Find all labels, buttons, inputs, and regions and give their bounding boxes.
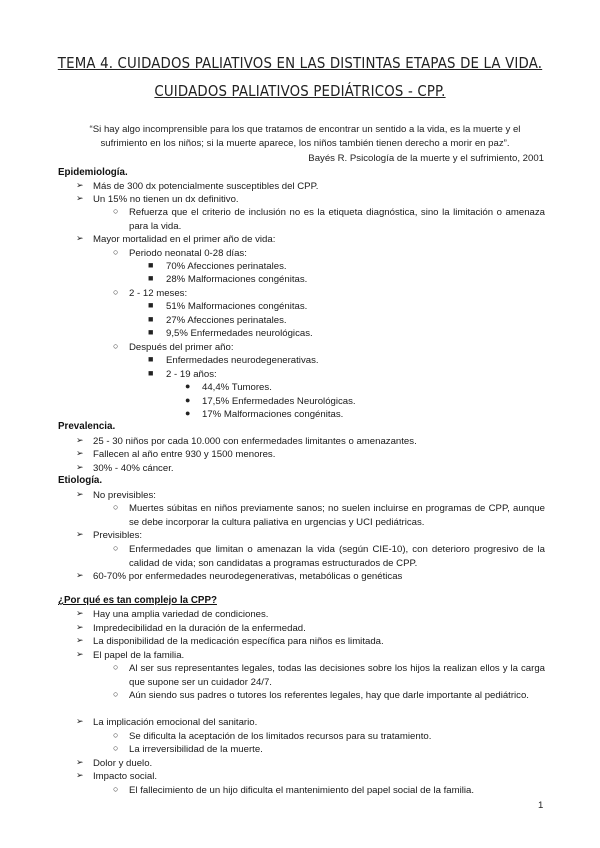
epi-item: Refuerza que el criterio de inclusión no es la etiqueta diagnóstica, sino la limitación o amenaza para la vida. <box>129 207 545 232</box>
arrow-bullet-icon: ➢ <box>76 462 84 472</box>
comp-item: Dolor y duelo. <box>93 758 153 769</box>
arrow-bullet-icon: ➢ <box>76 649 84 659</box>
prev-item: 25 - 30 niños por cada 10.000 con enfermedades limitantes o amenazantes. <box>93 436 417 447</box>
square-bullet-icon: ■ <box>148 314 154 324</box>
complejo-heading: ¿Por qué es tan complejo la CPP? <box>58 595 217 606</box>
epidemiologia-heading: Epidemiología. <box>58 167 128 178</box>
quote-source: Bayés R. Psicología de la muerte y el sufrimiento, 2001 <box>308 153 544 164</box>
etio-item: No previsibles: <box>93 490 156 501</box>
epi-item: 17,5% Enfermedades Neurológicas. <box>202 396 356 407</box>
page-number: 1 <box>538 800 544 811</box>
arrow-bullet-icon: ➢ <box>76 770 84 780</box>
circle-bullet-icon: ○ <box>113 784 119 794</box>
circle-bullet-icon: ○ <box>113 287 119 297</box>
epi-item: 44,4% Tumores. <box>202 382 272 393</box>
etio-item: Muertes súbitas en niños previamente sanos; no suelen incluirse en programas de CPP, aunque se debe incorporar la cultura paliativa en urgencias y UCI pediátricas. <box>129 503 545 528</box>
epi-item: Después del primer año: <box>129 342 234 353</box>
arrow-bullet-icon: ➢ <box>76 622 84 632</box>
epi-item: 51% Malformaciones congénitas. <box>166 301 308 312</box>
comp-item: Al ser sus representantes legales, todas las decisiones sobre los hijos la realizan ellos y la carga que supone ser un cuidador 24/7. <box>129 663 545 688</box>
title-line-2: CUIDADOS PALIATIVOS PEDIÁTRICOS - CPP. <box>154 82 446 100</box>
epi-item: Mayor mortalidad en el primer año de vida: <box>93 234 276 245</box>
title-line-1: TEMA 4. CUIDADOS PALIATIVOS EN LAS DISTINTAS ETAPAS DE LA VIDA. <box>57 54 543 72</box>
circle-bullet-icon: ○ <box>113 662 119 672</box>
arrow-bullet-icon: ➢ <box>76 529 84 539</box>
epi-item: 9,5% Enfermedades neurológicas. <box>166 328 313 339</box>
epi-item: Periodo neonatal 0-28 días: <box>129 248 247 259</box>
comp-item: El papel de la familia. <box>93 650 185 661</box>
prev-item: 30% - 40% cáncer. <box>93 463 174 474</box>
epi-item: 70% Afecciones perinatales. <box>166 261 287 272</box>
comp-item: La implicación emocional del sanitario. <box>93 717 258 728</box>
epi-item: 2 - 19 años: <box>166 369 217 380</box>
circle-bullet-icon: ○ <box>113 689 119 699</box>
prev-item: Fallecen al año entre 930 y 1500 menores. <box>93 449 276 460</box>
epi-item: Enfermedades neurodegenerativas. <box>166 355 319 366</box>
square-bullet-icon: ■ <box>148 368 154 378</box>
arrow-bullet-icon: ➢ <box>76 435 84 445</box>
circle-bullet-icon: ○ <box>113 206 119 216</box>
comp-item: Aún siendo sus padres o tutores los referentes legales, hay que darle importante al pediátrico. <box>129 690 529 701</box>
circle-bullet-icon: ○ <box>113 247 119 257</box>
quote-text: “Si hay algo incomprensible para los que tratamos de encontrar un sentido a la vida, es la muerte y el sufrimiento en los niños; si la muerte aparece, los niños también tienen derecho a morir en paz”. <box>89 124 521 149</box>
square-bullet-icon: ■ <box>148 260 154 270</box>
etiologia-heading: Etiología. <box>58 475 103 486</box>
arrow-bullet-icon: ➢ <box>76 448 84 458</box>
comp-item: Se dificulta la aceptación de los limitados recursos para su tratamiento. <box>129 731 432 742</box>
dot-bullet-icon: ● <box>185 408 191 418</box>
circle-bullet-icon: ○ <box>113 743 119 753</box>
dot-bullet-icon: ● <box>185 381 191 391</box>
arrow-bullet-icon: ➢ <box>76 180 84 190</box>
epi-item: 2 - 12 meses: <box>129 288 188 299</box>
comp-item: La disponibilidad de la medicación específica para niños es limitada. <box>93 636 384 647</box>
epi-item: Un 15% no tienen un dx definitivo. <box>93 194 239 205</box>
arrow-bullet-icon: ➢ <box>76 608 84 618</box>
comp-item: El fallecimiento de un hijo dificulta el mantenimiento del papel social de la familia. <box>129 785 475 796</box>
etio-item: 60-70% por enfermedades neurodegenerativas, metabólicas o genéticas <box>93 571 403 582</box>
comp-item: La irreversibilidad de la muerte. <box>129 744 263 755</box>
arrow-bullet-icon: ➢ <box>76 757 84 767</box>
circle-bullet-icon: ○ <box>113 341 119 351</box>
etio-item: Enfermedades que limitan o amenazan la vida (según CIE-10), con deterioro progresivo de la calidad de vida; son candidatas a programas estructurados de CPP. <box>129 544 545 569</box>
arrow-bullet-icon: ➢ <box>76 233 84 243</box>
epi-item: 28% Malformaciones congénitas. <box>166 274 308 285</box>
square-bullet-icon: ■ <box>148 300 154 310</box>
epi-item: 17% Malformaciones congénitas. <box>202 409 344 420</box>
comp-item: Impredecibilidad en la duración de la enfermedad. <box>93 623 306 634</box>
square-bullet-icon: ■ <box>148 327 154 337</box>
circle-bullet-icon: ○ <box>113 730 119 740</box>
circle-bullet-icon: ○ <box>113 543 119 553</box>
comp-item: Hay una amplia variedad de condiciones. <box>93 609 269 620</box>
square-bullet-icon: ■ <box>148 354 154 364</box>
arrow-bullet-icon: ➢ <box>76 716 84 726</box>
epi-item: Más de 300 dx potencialmente susceptibles del CPP. <box>93 181 319 192</box>
square-bullet-icon: ■ <box>148 273 154 283</box>
dot-bullet-icon: ● <box>185 395 191 405</box>
arrow-bullet-icon: ➢ <box>76 489 84 499</box>
etio-item: Previsibles: <box>93 530 143 541</box>
arrow-bullet-icon: ➢ <box>76 570 84 580</box>
arrow-bullet-icon: ➢ <box>76 193 84 203</box>
epi-item: 27% Afecciones perinatales. <box>166 315 287 326</box>
circle-bullet-icon: ○ <box>113 502 119 512</box>
arrow-bullet-icon: ➢ <box>76 635 84 645</box>
comp-item: Impacto social. <box>93 771 157 782</box>
prevalencia-heading: Prevalencia. <box>58 421 116 432</box>
